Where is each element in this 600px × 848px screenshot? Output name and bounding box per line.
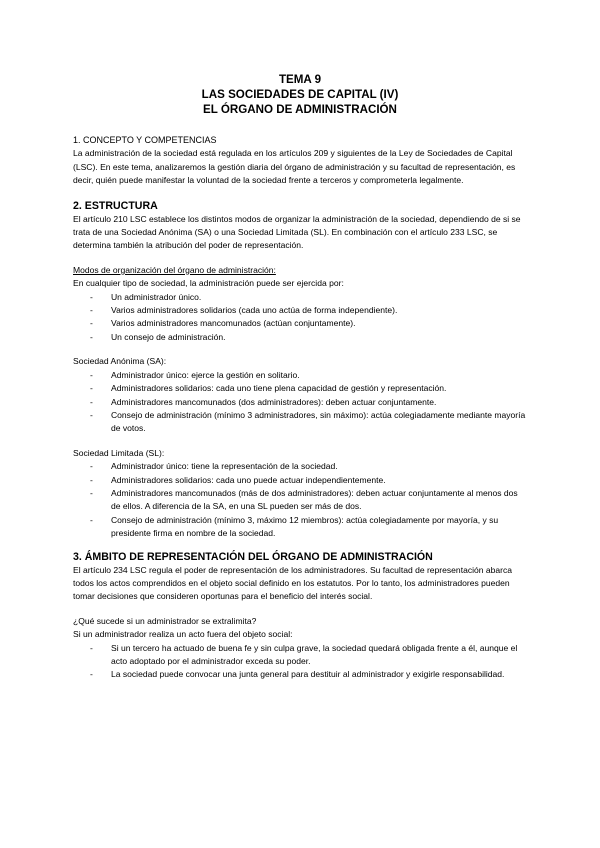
dash-marker: - bbox=[90, 487, 93, 498]
list-item: - Varios administradores mancomunados (actúan conjuntamente). bbox=[73, 317, 528, 330]
list-item: - Un administrador único. bbox=[73, 291, 528, 304]
dash-marker: - bbox=[90, 409, 93, 420]
title-organo: EL ÓRGANO DE ADMINISTRACIÓN bbox=[203, 103, 397, 116]
list-item: - Administradores solidarios: cada uno tiene plena capacidad de gestión y representación. bbox=[73, 382, 528, 395]
sa-title: Sociedad Anónima (SA): bbox=[73, 356, 167, 367]
question-heading: ¿Qué sucede si un administrador se extralimita? bbox=[73, 615, 257, 626]
title-sociedades: LAS SOCIEDADES DE CAPITAL (IV) bbox=[201, 88, 399, 101]
list-item: - Un consejo de administración. bbox=[73, 331, 528, 344]
dash-marker: - bbox=[90, 474, 93, 485]
section-1-body: La administración de la sociedad está regulada en los artículos 209 y siguientes de la Ley de Sociedades de Capital (LSC). En este tema, analizaremos la gestión diaria del órgano de administración y su facultad de representación, es decir, quién puede manifestar la voluntad de la sociedad frente a terceros y comprometerla legalmente. bbox=[73, 148, 516, 186]
list-item: - Consejo de administración (mínimo 3 administradores, sin máximo): actúa colegiadamente mediante mayoría de votos. bbox=[90, 409, 526, 434]
list-item: - Consejo de administración (mínimo 3, máximo 12 miembros): actúa colegiadamente por mayoría, y su presidente firma en nombre de la sociedad. bbox=[90, 514, 499, 539]
section-3-heading: 3. ÁMBITO DE REPRESENTACIÓN DEL ÓRGANO DE ADMINISTRACIÓN bbox=[73, 550, 433, 563]
modos-title: Modos de organización del órgano de administración: bbox=[73, 264, 276, 275]
dash-marker: - bbox=[90, 461, 93, 472]
sl-list bbox=[73, 460, 528, 540]
dash-marker: - bbox=[90, 642, 93, 653]
question-list bbox=[73, 642, 528, 682]
title-block bbox=[0, 72, 600, 117]
section-2-body: El artículo 210 LSC establece los distintos modos de organizar la administración de la sociedad, dependiendo de si se trata de una Sociedad Anónima (SA) o una Sociedad Limitada (SL). En combinación con el artículo 233 LSC, se determina también la atribución del poder de representación. bbox=[73, 213, 521, 251]
dash-marker: - bbox=[90, 514, 93, 525]
question-intro: Si un administrador realiza un acto fuera del objeto social: bbox=[73, 629, 293, 640]
dash-marker: - bbox=[90, 305, 93, 316]
dash-marker: - bbox=[90, 369, 93, 380]
title-tema: TEMA 9 bbox=[278, 73, 322, 86]
list-item: - Administradores solidarios: cada uno puede actuar independientemente. bbox=[73, 474, 528, 487]
dash-marker: - bbox=[90, 291, 93, 302]
modos-intro: En cualquier tipo de sociedad, la administración puede ser ejercida por: bbox=[73, 278, 344, 289]
dash-marker: - bbox=[90, 318, 93, 329]
document-body bbox=[73, 134, 528, 682]
section-3-body: El artículo 234 LSC regula el poder de representación de los administradores. Su facultad de representación abarca todos los actos comprendidos en el objeto social definido en los estatutos. Por lo tanto, los administradores pueden tomar decisiones que consideren oportunas para el beneficio del interés social. bbox=[73, 564, 513, 602]
section-1-heading: 1. CONCEPTO Y COMPETENCIAS bbox=[73, 135, 217, 145]
list-item: - Administrador único: ejerce la gestión en solitario. bbox=[73, 369, 528, 382]
modos-list bbox=[73, 291, 528, 345]
dash-marker: - bbox=[90, 383, 93, 394]
section-2-heading: 2. ESTRUCTURA bbox=[73, 199, 158, 212]
list-item: - Administradores mancomunados (dos administradores): deben actuar conjuntamente. bbox=[73, 396, 528, 409]
sl-title: Sociedad Limitada (SL): bbox=[73, 447, 165, 458]
sa-list bbox=[73, 369, 528, 436]
dash-marker: - bbox=[90, 331, 93, 342]
dash-marker: - bbox=[90, 669, 93, 680]
list-item: - Si un tercero ha actuado de buena fe y sin culpa grave, la sociedad quedará obligada frente a él, aunque el acto adoptado por el administrador exceda su poder. bbox=[90, 642, 518, 666]
list-item: - La sociedad puede convocar una junta general para destituir al administrador y exigirle responsabilidad. bbox=[73, 668, 528, 681]
dash-marker: - bbox=[90, 396, 93, 407]
list-item: - Varios administradores solidarios (cada uno actúa de forma independiente). bbox=[73, 304, 528, 317]
list-item: - Administrador único: tiene la representación de la sociedad. bbox=[73, 460, 528, 473]
list-item: - Administradores mancomunados (más de dos administradores): deben actuar conjuntamente al menos dos de ellos. A diferencia de la SA, en una SL pueden ser más de dos. bbox=[90, 487, 518, 512]
